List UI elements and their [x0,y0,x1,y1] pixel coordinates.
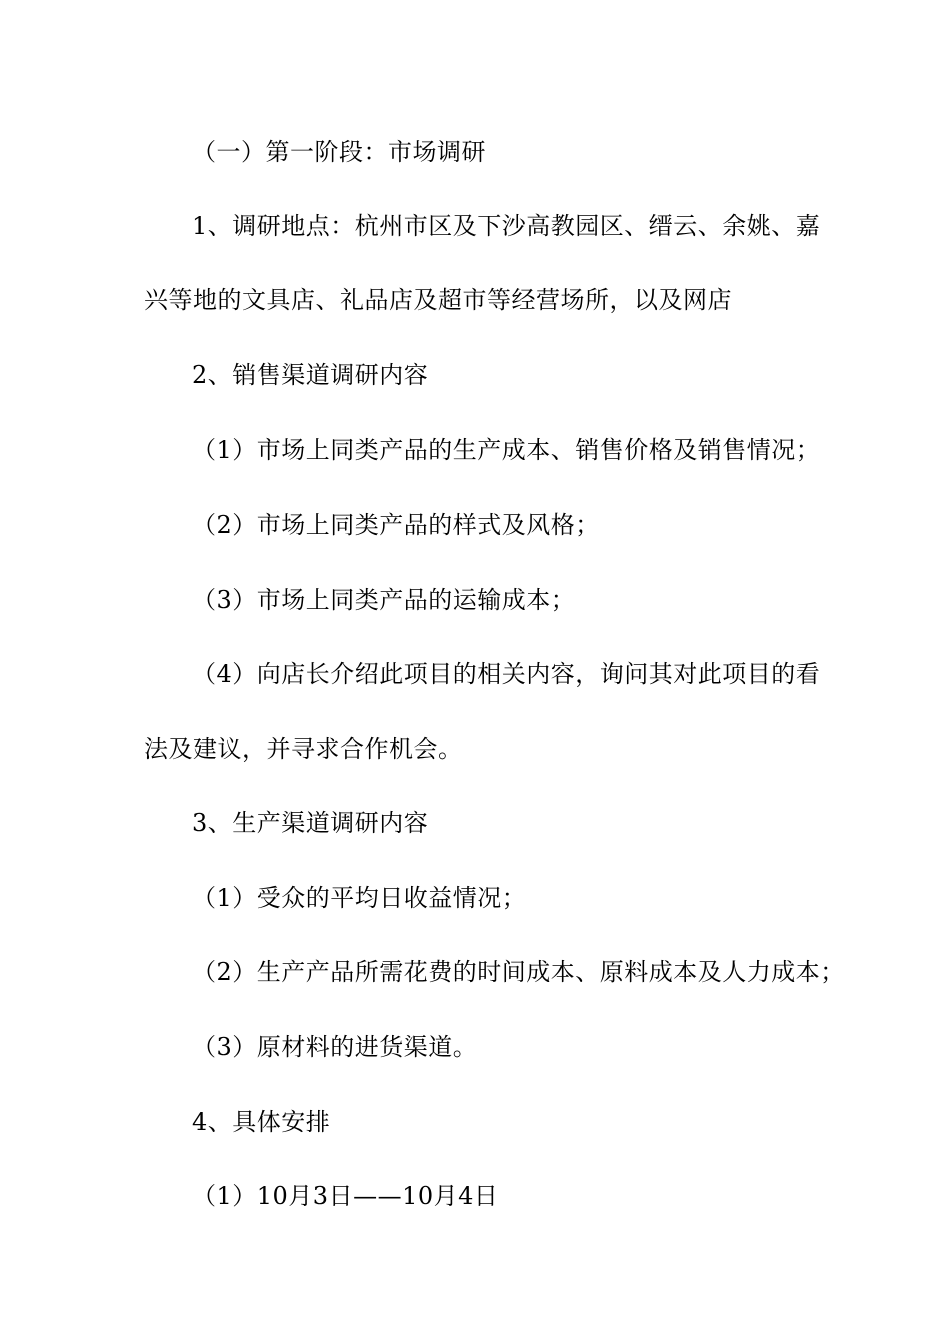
paragraph-item1-line2: 兴等地的文具店、礼品店及超市等经营场所，以及网店 [144,286,732,314]
section-title: （一）第一阶段：市场调研 [192,138,486,166]
paragraph-item4-sub1: （1）10月3日——10月4日 [192,1182,499,1210]
paragraph-item2-sub4-line1: （4）向店长介绍此项目的相关内容，询问其对此项目的看 [192,660,821,688]
heading-item4: 4、具体安排 [192,1108,331,1136]
paragraph-item2-sub2: （2）市场上同类产品的样式及风格； [192,511,600,539]
paragraph-item2-sub1: （1）市场上同类产品的生产成本、销售价格及销售情况； [192,436,821,464]
paragraph-item2-sub3: （3）市场上同类产品的运输成本； [192,586,576,614]
paragraph-item3-sub1: （1）受众的平均日收益情况； [192,884,527,912]
paragraph-item3-sub3: （3）原材料的进货渠道。 [192,1033,478,1061]
heading-item2: 2、销售渠道调研内容 [192,361,429,389]
paragraph-item1-line1: 1、调研地点：杭州市区及下沙高教园区、缙云、余姚、嘉 [192,212,821,240]
paragraph-item2-sub4-line2: 法及建议，并寻求合作机会。 [144,735,463,763]
heading-item3: 3、生产渠道调研内容 [192,809,429,837]
paragraph-item3-sub2: （2）生产产品所需花费的时间成本、原料成本及人力成本； [192,958,845,986]
